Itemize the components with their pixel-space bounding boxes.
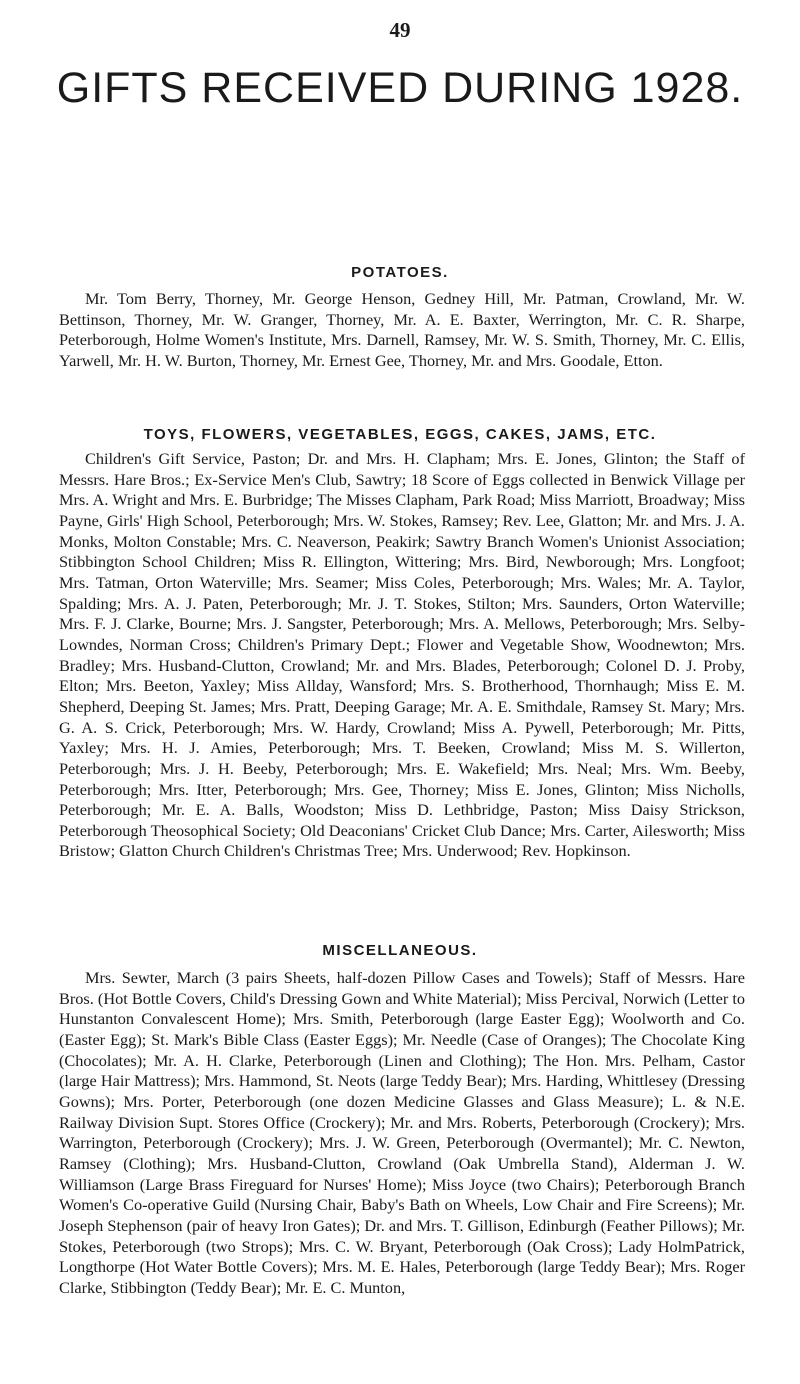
section-heading-toys-flowers: TOYS, FLOWERS, VEGETABLES, EGGS, CAKES, JAMS, ETC. — [143, 426, 657, 443]
section-body-toys-flowers: Children's Gift Service, Paston; Dr. and Mrs. H. Clapham; Mrs. E. Jones, Glinton; the Staff of Messrs. Hare Bros.; Ex-Service Men's Club, Sawtry; 18 Score of Eggs collected in Benwick Village per Mrs. A. Wright and Mrs. E. Burbridge; The Misses Clapham, Park Road; Miss Marriott, Broadway; Miss Payne, Girls' High School, Peterborough; Mrs. W. Stokes, Ramsey; Rev. Lee, Glatton; Mr. and Mrs. J. A. Monks, Molton Constable; Mrs. C. Neaverson, Peakirk; Sawtry Branch Women's Unionist Association; Stibbington School Children; Miss R. Ellington, Wittering; Mrs. Bird, Newborough; Mrs. Longfoot; Mrs. Tatman, Orton Waterville; Mrs. Seamer; Miss Coles, Peterborough; Mrs. Wales; Mr. A. Taylor, Spalding; Mrs. A. J. Paten, Peterborough; Mr. J. T. Stokes, Stilton; Mrs. Saunders, Orton Waterville; Mrs. F. J. Clarke, Bourne; Mrs. J. Sangster, Peterborough; Mrs. A. Mellows, Peterborough; Mrs. Selby-Lowndes, Norman Cross; Children's Primary Dept.; Flower and Vegetable Show, Woodnewton; Mrs. Bradley; Mrs. Husband-Clutton, Crowland; Mr. and Mrs. Blades, Peterborough; Colonel D. J. Proby, Elton; Mrs. Beeton, Yaxley; Miss Allday, Wansford; Mrs. S. Brotherhood, Thornhaugh; Miss E. M. Shepherd, Deeping St. James; Mrs. Pratt, Deeping Garage; Mr. A. E. Smithdale, Ramsey St. Mary; Mrs. G. A. S. Crick, Peterborough; Mrs. W. Hardy, Crowland; Miss A. Pywell, Peterborough; Mr. Pitts, Yaxley; Mrs. H. J. Amies, Peterborough; Mrs. T. Beeken, Crowland; Miss M. S. Willerton, Peterborough; Mrs. J. H. Beeby, Peterborough; Mrs. E. Wakefield; Mrs. Neal; Mrs. Wm. Beeby, Peterborough; Mrs. Itter, Peterborough; Mrs. Gee, Thorney; Miss E. Jones, Glinton; Miss Nicholls, Peterborough; Mr. E. A. Balls, Woodston; Miss D. Lethbridge, Paston; Miss Daisy Strickson, Peterborough Theosophical Society; Old Deaconians' Cricket Club Dance; Mrs. Carter, Ailesworth; Miss Bristow; Glatton Church Children's Christmas Tree; Mrs. Underwood; Rev. Hopkinson. — [59, 449, 745, 861]
section-body-potatoes: Mr. Tom Berry, Thorney, Mr. George Henson, Gedney Hill, Mr. Patman, Crowland, Mr. W. Bettinson, Thorney, Mr. W. Granger, Thorney, Mr. A. E. Baxter, Werrington, Mr. C. R. Sharpe, Peterborough, Holme Women's Institute, Mrs. Darnell, Ramsey, Mr. W. S. Smith, Thorney, Mr. C. Ellis, Yarwell, Mr. H. W. Burton, Thorney, Mr. Ernest Gee, Thorney, Mr. and Mrs. Goodale, Etton. — [59, 289, 745, 370]
page-title: GIFTS RECEIVED DURING 1928. — [56, 64, 744, 112]
section-heading-potatoes: POTATOES. — [351, 264, 449, 281]
section-body-miscellaneous: Mrs. Sewter, March (3 pairs Sheets, half-dozen Pillow Cases and Towels); Staff of Messrs. Hare Bros. (Hot Bottle Covers, Child's Dressing Gown and White Material); Miss Percival, Norwich (Letter to Hunstanton Convalescent Home); Mrs. Smith, Peterborough (large Easter Egg); Woolworth and Co. (Easter Egg); St. Mark's Bible Class (Easter Eggs); Mr. Needle (Case of Oranges); The Chocolate King (Chocolates); Mr. A. H. Clarke, Peterborough (Linen and Clothing); The Hon. Mrs. Pelham, Castor (large Hair Mattress); Mrs. Hammond, St. Neots (large Teddy Bear); Mrs. Harding, Whittlesey (Dressing Gowns); Mrs. Porter, Peterborough (one dozen Medicine Glasses and Glass Measure); L. & N.E. Railway Division Supt. Stores Office (Crockery); Mr. and Mrs. Roberts, Peterborough (Crockery); Mrs. Warrington, Peterborough (Crockery); Mrs. J. W. Green, Peterborough (Overmantel); Mr. C. Newton, Ramsey (Clothing); Mrs. Husband-Clutton, Crowland (Oak Umbrella Stand), Alderman J. W. Williamson (Large Brass Fireguard for Nurses' Home); Miss Joyce (two Chairs); Peterborough Branch Women's Co-operative Guild (Nursing Chair, Baby's Bath on Wheels, Low Chair and Fire Screens); Mr. Joseph Stephenson (pair of heavy Iron Gates); Dr. and Mrs. T. Gillison, Edinburgh (Feather Pillows); Mr. Stokes, Peterborough (two Strops); Mrs. C. W. Bryant, Peterborough (Oak Cross); Lady HolmPatrick, Longthorpe (Hot Water Bottle Covers); Mrs. M. E. Hales, Peterborough (large Teddy Bear); Mrs. Roger Clarke, Stibbington (Teddy Bear); Mr. E. C. Munton, — [59, 968, 745, 1297]
section-heading-miscellaneous: MISCELLANEOUS. — [322, 942, 478, 959]
page-number: 49 — [389, 18, 411, 42]
